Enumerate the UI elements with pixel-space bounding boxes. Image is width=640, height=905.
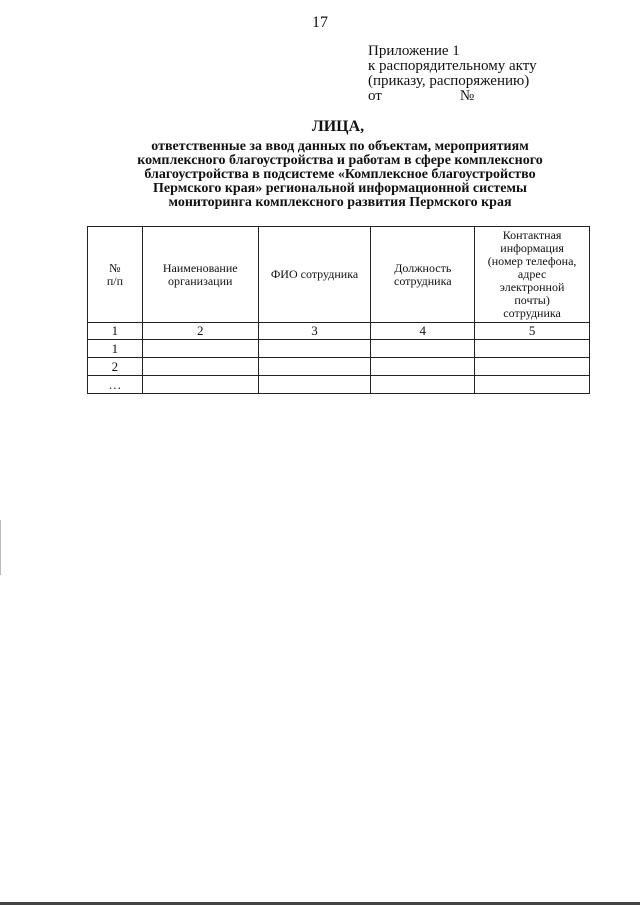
table-cell: … — [88, 376, 143, 394]
column-number-cell: 1 — [88, 323, 143, 340]
appendix-line: Приложение 1 — [368, 43, 460, 59]
table-cell — [475, 340, 590, 358]
table-cell — [371, 340, 475, 358]
appendix-line: (приказу, распоряжению) — [368, 73, 530, 89]
table-row — [88, 376, 590, 394]
table-cell — [371, 358, 475, 376]
page-number: 17 — [312, 14, 328, 31]
subtitle-line: мониторинга комплексного развития Пермского края — [168, 195, 512, 210]
table-cell — [142, 358, 258, 376]
appendix-block — [368, 44, 537, 104]
table-cell — [258, 340, 371, 358]
table-cell — [258, 376, 371, 394]
table-row — [88, 358, 590, 376]
table-cell: 2 — [88, 358, 143, 376]
table-cell — [142, 376, 258, 394]
table-header-row — [88, 227, 590, 323]
header-cell-contact-info: Контактная информация (номер телефона, адрес электронной почты) сотрудника — [475, 227, 590, 323]
table-cell: 1 — [88, 340, 143, 358]
column-number-cell: 3 — [258, 323, 371, 340]
column-number-cell: 4 — [371, 323, 475, 340]
appendix-number-label: № — [459, 88, 475, 104]
column-number-cell: 5 — [475, 323, 590, 340]
scan-margin-mark — [0, 520, 1, 575]
responsible-persons-table — [87, 226, 590, 394]
table-cell — [475, 376, 590, 394]
table-cell — [371, 376, 475, 394]
column-number-row — [88, 323, 590, 340]
header-cell-number: № п/п — [88, 227, 143, 323]
document-title: ЛИЦА, — [311, 118, 365, 135]
table-cell — [475, 358, 590, 376]
appendix-date-line — [368, 89, 537, 104]
table-row — [88, 340, 590, 358]
table-cell — [142, 340, 258, 358]
column-number-cell: 2 — [142, 323, 258, 340]
appendix-line: к распорядительному акту — [368, 58, 537, 74]
subtitle-line: ответственные за ввод данных по объектам, мероприятиям — [151, 139, 529, 154]
appendix-from-label: от — [368, 88, 382, 104]
header-cell-position: Должность сотрудника — [371, 227, 475, 323]
header-cell-full-name: ФИО сотрудника — [258, 227, 371, 323]
subtitle-line: Пермского края» региональной информационной системы — [153, 181, 527, 196]
document-subtitle — [100, 140, 580, 210]
subtitle-line: благоустройства в подсистеме «Комплексное благоустройство — [144, 167, 536, 182]
table-cell — [258, 358, 371, 376]
subtitle-line: комплексного благоустройства и работам в сфере комплексного — [137, 153, 543, 168]
header-cell-organization: Наименование организации — [142, 227, 258, 323]
